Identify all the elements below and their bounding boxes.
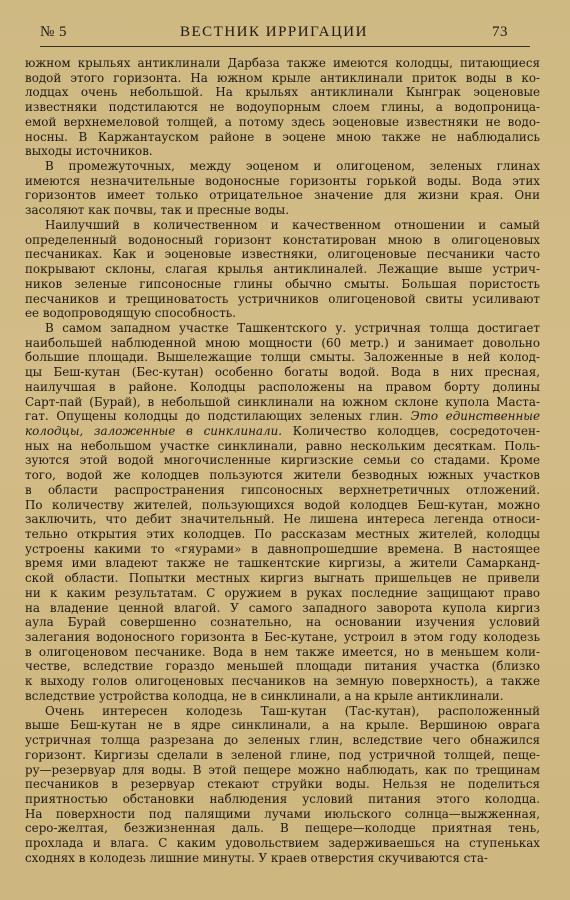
text-line: вследствие устройства колодца, не в синклинали, а на крыле антиклинали.: [25, 688, 504, 703]
page-number: 73: [492, 24, 508, 40]
text-line: в олигоценовом песчанике. Вода в нем также имеется, но в меньшем коли-: [25, 644, 540, 659]
issue-number: № 5: [40, 24, 68, 40]
text-line: южном крыльях антиклинали Дарбаза также имеются колодцы, питающиеся: [25, 56, 540, 70]
paragraph: [25, 56, 540, 159]
paragraph: [25, 321, 540, 704]
text-line: устроены какими то «гяурами» в давнопрошедшие времена. В настоящее: [25, 541, 540, 556]
text-line: ее водопроводящую способность.: [25, 306, 237, 321]
text-line: к выходу голов олигоценовых песчаников на земную поверхность), а также: [25, 674, 540, 689]
paragraph: [25, 218, 540, 321]
text-line: устричная толща разрезана до зеленых глин, вследствие чего обнажился: [25, 733, 540, 748]
text-line: выше Беш-кутан не в ядре синклинали, а на крыле. Вершиною оврага: [25, 718, 540, 733]
text-line: залегания водоносного горизонта в Бес-кутане, устроил в этом году колодезь: [25, 630, 540, 645]
text-line: Наилучший в количественном и качественном отношении и самый: [45, 217, 540, 232]
text-line: сходнях в колодезь лишние минуты. У краев отверстия скучиваются ста-: [25, 850, 488, 865]
text-line: По количеству жителей, пользующихся водой колодцев Беш-кутан, можно: [25, 497, 540, 512]
text-line: ской области. Попытки местных киргиз выгнать пришельцев не привели: [25, 571, 540, 586]
text-line: ников зеленые гипсоносные глины обычно смыты. Большая пористость: [25, 276, 540, 291]
text-line: определенный водоносный горизонт констатирован мною в олигоценовых: [25, 232, 540, 247]
text-line: песчаниках. Как и эоценовые известняки, олигоценовые песчаники часто: [25, 247, 540, 262]
italic-emphasis: Это единственные: [410, 409, 540, 424]
header-rule: [40, 46, 530, 47]
text-line: зуются этой водой многочисленные киргизские семьи со стадами. Кроме: [25, 453, 540, 468]
running-header: [40, 24, 508, 48]
paragraph: [25, 704, 540, 866]
text-line: на владение ценной влагой. У самого западного заворота купола киргиз: [25, 600, 540, 615]
text-line: приятностью обстановки наблюдения условий питания этого колодца.: [25, 791, 540, 806]
text-line: честве, вследствие гораздо меньшей площади питания участка (близко: [25, 659, 540, 674]
text-line: наибольшей наблюденной мною мощности (60 метр.) и занимает довольно: [25, 335, 540, 350]
text-line: колодцы, заложенные в синклинали. Количество колодцев, сосредоточен-: [25, 423, 540, 438]
text-line: наилучшая в районе. Колодцы расположены на правом борту долины: [25, 379, 540, 394]
text-line: гат. Опущены колодцы до подстилающих зеленых глин. Это единственные: [25, 409, 540, 424]
text-line: покрывают склоны, слагая крылья антиклиналей. Лежащие выше устрич-: [25, 262, 540, 277]
text-line: ни к каким результатам. С оружием в руках последние защищают право: [25, 585, 540, 600]
text-line: Сарт-пай (Бурай), в небольшой синклинали на южном склоне купола Маста-: [25, 394, 540, 409]
text-line: серо-желтая, безжизненная даль. В пещере—колодце приятная тень,: [25, 821, 540, 836]
text-line: лодцах очень небольшой. На крыльях антиклинали Кынграк эоценовые: [25, 85, 540, 100]
text-line: носны. В Каржантауском районе в эоцене мною также не наблюдались: [25, 129, 540, 144]
text-line: в области распространения гипсоносных верхнетретичных отложений.: [25, 482, 540, 497]
text-line: песчаников и трещиноватость устричников олигоценовой свиты усиливают: [25, 291, 540, 306]
text-line: того, водой же колодцев пользуются жители безводных южных участков: [25, 468, 540, 483]
italic-emphasis: колодцы, заложенные в синклинали.: [25, 423, 283, 438]
text-line: цы Беш-кутан (Бес-кутан) особенно богаты водой. Вода в них пресная,: [25, 365, 540, 380]
text-line: ру—резервуар для воды. В этой пещере можно наблюдать, как по трещинам: [25, 762, 540, 777]
text-line: прохлада и влага. С каким удовольствием задерживаешься на ступеньках: [25, 836, 540, 851]
article-body: [25, 56, 540, 866]
text-line: большие площади. Вышележащие толщи смыты. Заложенные в ней колод-: [25, 350, 540, 365]
paragraph: [25, 159, 540, 218]
text-line: Очень интересен колодезь Таш-кутан (Тас-кутан), расположенный: [45, 703, 540, 718]
text-line: известняки подстилаются не водоупорным слоем глины, а водопроница-: [25, 100, 540, 115]
text-line: водой этого горизонта. На южном крыле антиклинали приток воды в ко-: [25, 70, 540, 85]
text-line: заключить, что дебит значительный. Не лишена интереса легенда относи-: [25, 512, 540, 527]
text-line: тельно открытия этих колодцев. По рассказам местных жителей, колодцы: [25, 527, 540, 541]
text-line: песчаников в резервуар стекают струйки воды. Нельзя не поделиться: [25, 777, 540, 792]
text-line: время ими владеют также не ташкентские киргизы, а жители Самарканд-: [25, 556, 540, 571]
text-line: В самом западном участке Ташкентского у. устричная толща достигает: [45, 320, 540, 335]
text-line: имеются незначительные водоносные горизонты горькой воды. Вода этих: [25, 173, 540, 188]
text-line: выходы источников.: [25, 144, 153, 159]
text-line: ных на небольшом участке синклинали, равно нескольким десяткам. Поль-: [25, 438, 540, 453]
text-line: горизонт. Киргизы сделали в зеленой глине, под устричной толщей, пеще-: [25, 747, 540, 762]
text-line: горизонтов имеет только отрицательное значение для жизни края. Они: [25, 188, 540, 203]
text-line: В промежуточных, между эоценом и олигоценом, зеленых глинах: [45, 159, 540, 174]
text-line: аула Бурай совершенно сознательно, на основании изучения условий: [25, 615, 540, 630]
text-line: емой верхнемеловой толщей, а потому здесь эоценовые известняки не водо-: [25, 114, 540, 129]
text-line: засоляют как почвы, так и пресные воды.: [25, 203, 289, 218]
text-line: На поверхности под палящими лучами июльского солнца—выжженная,: [25, 806, 540, 821]
journal-title: ВЕСТНИК ИРРИГАЦИИ: [180, 24, 368, 40]
